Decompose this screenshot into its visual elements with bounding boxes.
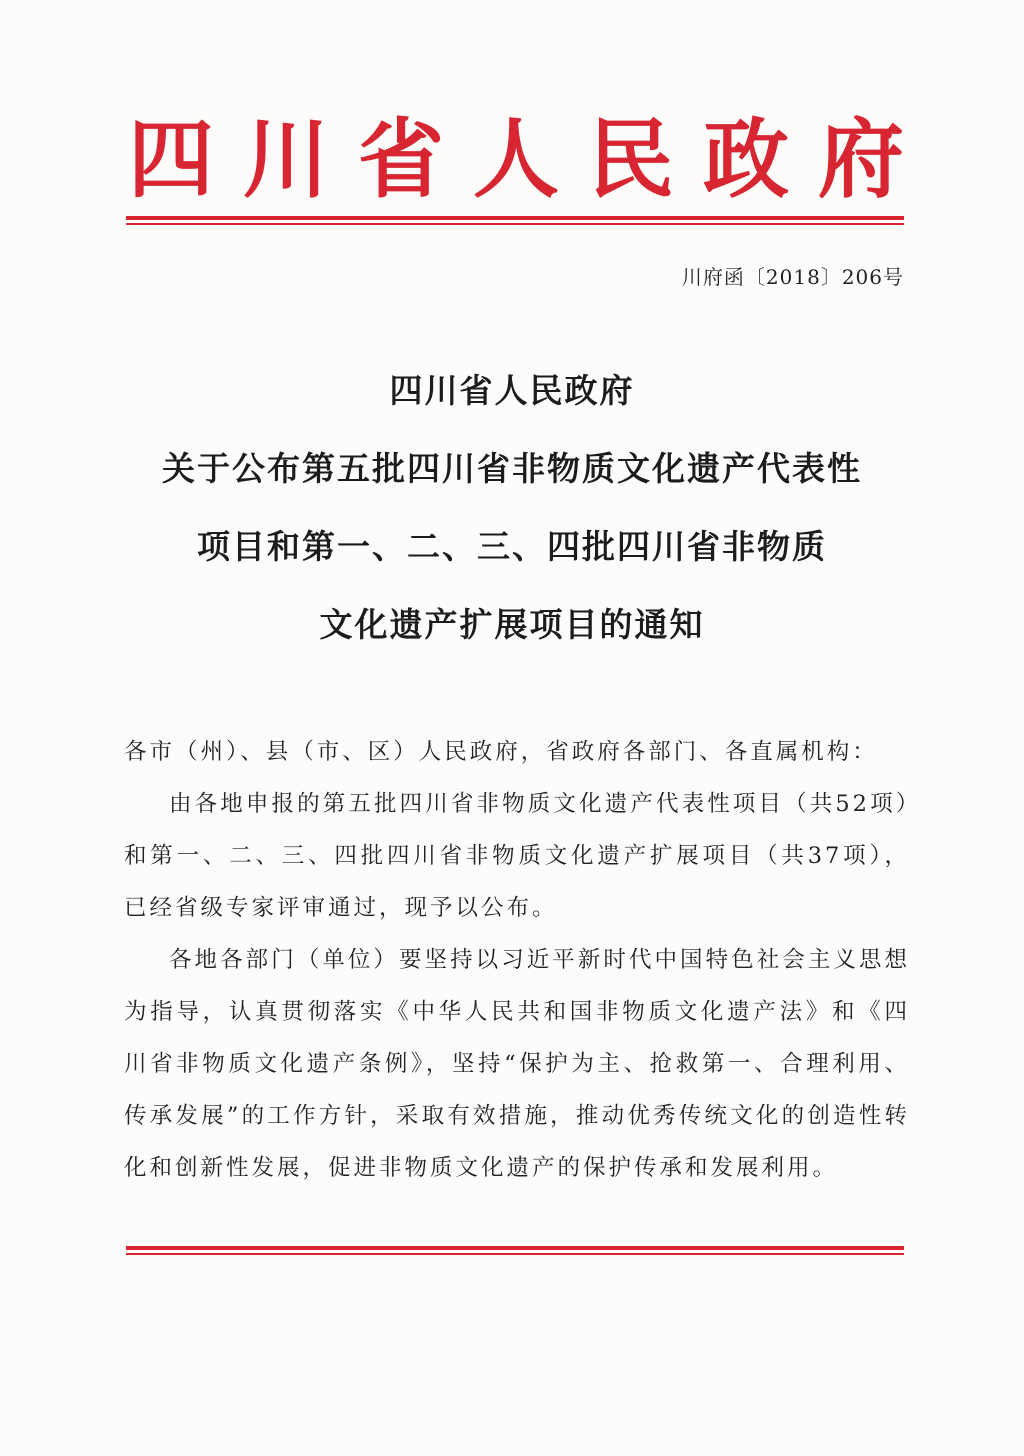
masthead-char: 府 <box>818 110 904 210</box>
body-paragraph: 由各地申报的第五批四川省非物质文化遗产代表性项目（共52项）和第一、二、三、四批四川省非物质文化遗产扩展项目（共37项），已经省级专家评审通过，现予以公布。 <box>124 791 910 921</box>
masthead-char: 人 <box>473 110 559 210</box>
document-title <box>100 352 924 664</box>
rule-thin-line <box>126 223 904 225</box>
masthead-char: 政 <box>703 110 789 210</box>
body-paragraph: 各地各部门（单位）要坚持以习近平新时代中国特色社会主义思想为指导，认真贯彻落实《中华人民共和国非物质文化遗产法》和《四川省非物质文化遗产条例》，坚持“保护为主、抢救第一、合理利用、传承发展”的工作方针，采取有效措施，推动优秀传统文化的创造性转化和创新性发展，促进非物质文化遗产的保护传承和发展利用。 <box>124 947 910 1181</box>
masthead-char: 民 <box>588 110 674 210</box>
header-red-rule <box>126 216 904 225</box>
title-line: 关于公布第五批四川省非物质文化遗产代表性 <box>162 449 862 488</box>
salutation: 各市（州）、县（市、区）人民政府，省政府各部门、各直属机构： <box>124 739 878 765</box>
title-line: 四川省人民政府 <box>389 371 635 410</box>
masthead-char: 川 <box>243 110 329 210</box>
title-line: 项目和第一、二、三、四批四川省非物质 <box>197 527 827 566</box>
masthead <box>128 112 904 208</box>
footer-red-rule <box>126 1246 904 1255</box>
title-line: 文化遗产扩展项目的通知 <box>319 605 705 644</box>
rule-thin-line <box>126 1253 904 1255</box>
document-number: 川府函〔2018〕206号 <box>681 265 904 289</box>
document-body <box>124 726 910 1194</box>
masthead-char: 四 <box>128 110 214 210</box>
masthead-char: 省 <box>358 110 444 210</box>
